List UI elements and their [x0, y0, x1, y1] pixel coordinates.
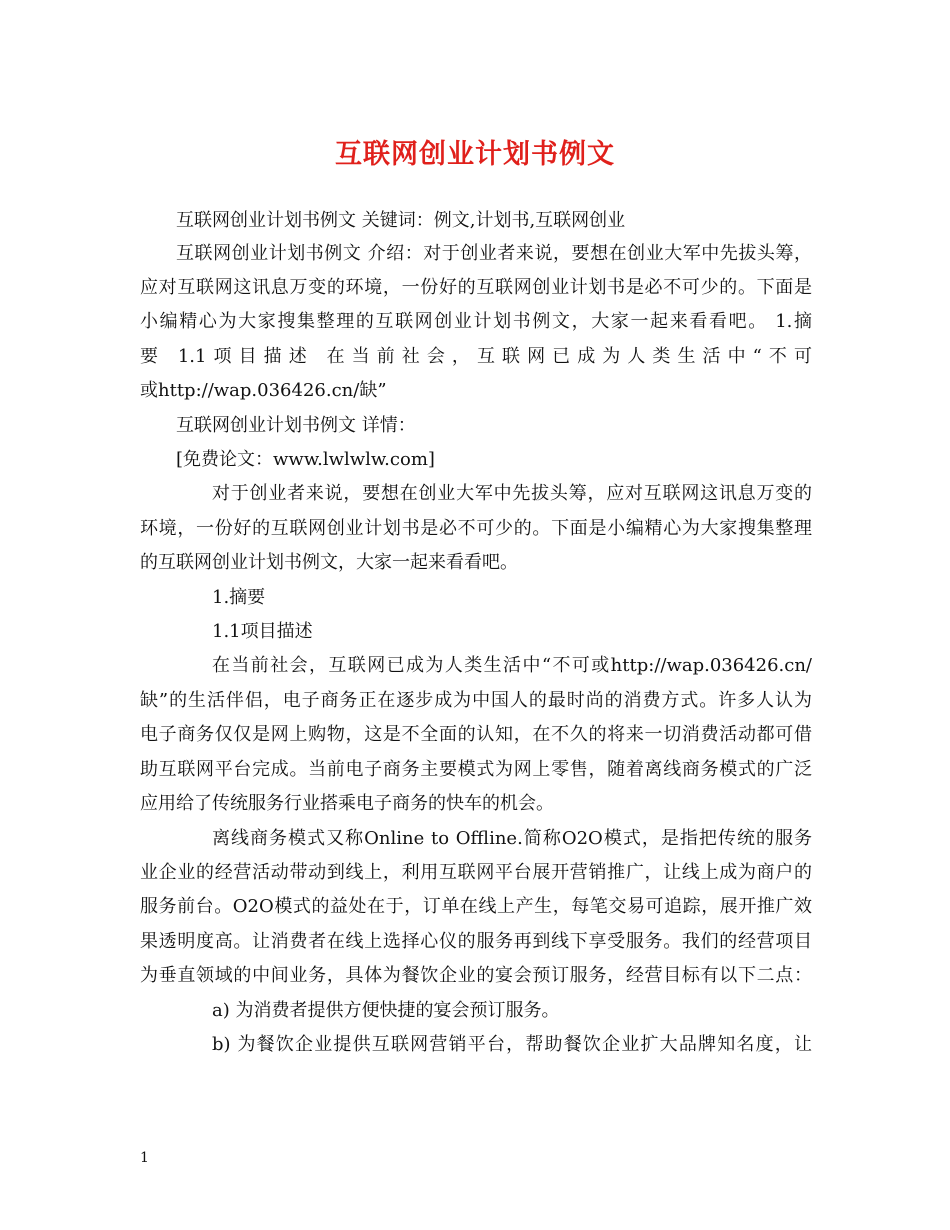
source-link: [免费论文：www.lwlwlw.com] [176, 449, 435, 470]
intro-line: 要 1.1项目描述 在当前社会，互联网已成为人类生活中“不可 [140, 346, 812, 367]
intro-line: 小编精心为大家搜集整理的互联网创业计划书例文，大家一起来看看吧。 1.摘 [140, 311, 812, 332]
body-paragraph-line: 业企业的经营活动带动到线上，利用互联网平台展开营销推广，让线上成为商户的 [140, 862, 812, 883]
body-paragraph-line: 服务前台。O2O模式的益处在于，订单在线上产生，每笔交易可追踪，展开推广效 [140, 896, 812, 917]
body-paragraph-line: 对于创业者来说，要想在创业大军中先拔头筹，应对互联网这讯息万变的 [212, 483, 812, 504]
list-item: a) 为消费者提供方便快捷的宴会预订服务。 [212, 1000, 560, 1021]
body-paragraph-line: 的互联网创业计划书例文，大家一起来看看吧。 [140, 552, 518, 573]
keywords-line: 互联网创业计划书例文 关键词：例文,计划书,互联网创业 [176, 210, 626, 231]
body-paragraph-line: 在当前社会，互联网已成为人类生活中“不可或http://wap.036426.cn/ [212, 655, 812, 676]
subsection-heading: 1.1项目描述 [212, 621, 313, 642]
list-item: b) 为餐饮企业提供互联网营销平台，帮助餐饮企业扩大品牌知名度，让 [212, 1034, 812, 1055]
body-paragraph-line: 离线商务模式又称Online to Offline.简称O2O模式，是指把传统的服务 [212, 828, 812, 849]
body-paragraph-line: 缺”的生活伴侣，电子商务正在逐步成为中国人的最时尚的消费方式。许多人认为 [140, 690, 812, 711]
section-heading: 1.摘要 [212, 587, 266, 608]
intro-line: 互联网创业计划书例文 介绍：对于创业者来说，要想在创业大军中先拔头筹， [176, 243, 812, 264]
body-paragraph-line: 为垂直领域的中间业务，具体为餐饮企业的宴会预订服务，经营目标有以下二点： [140, 965, 812, 986]
document-title: 互联网创业计划书例文 [335, 139, 615, 170]
body-paragraph-line: 助互联网平台完成。当前电子商务主要模式为网上零售，随着离线商务模式的广泛 [140, 759, 812, 780]
intro-line: 或http://wap.036426.cn/缺” [140, 380, 387, 401]
body-paragraph-line: 果透明度高。让消费者在线上选择心仪的服务再到线下享受服务。我们的经营项目 [140, 931, 812, 952]
body-paragraph-line: 电子商务仅仅是网上购物，这是不全面的认知，在不久的将来一切消费活动都可借 [140, 724, 812, 745]
details-heading: 互联网创业计划书例文 详情： [176, 415, 416, 436]
body-paragraph-line: 环境，一份好的互联网创业计划书是必不可少的。下面是小编精心为大家搜集整理 [140, 518, 812, 539]
page-number: 1 [140, 1150, 149, 1166]
intro-line: 应对互联网这讯息万变的环境，一份好的互联网创业计划书是必不可少的。下面是 [140, 277, 812, 298]
body-paragraph-line: 应用给了传统服务行业搭乘电子商务的快车的机会。 [140, 793, 554, 814]
